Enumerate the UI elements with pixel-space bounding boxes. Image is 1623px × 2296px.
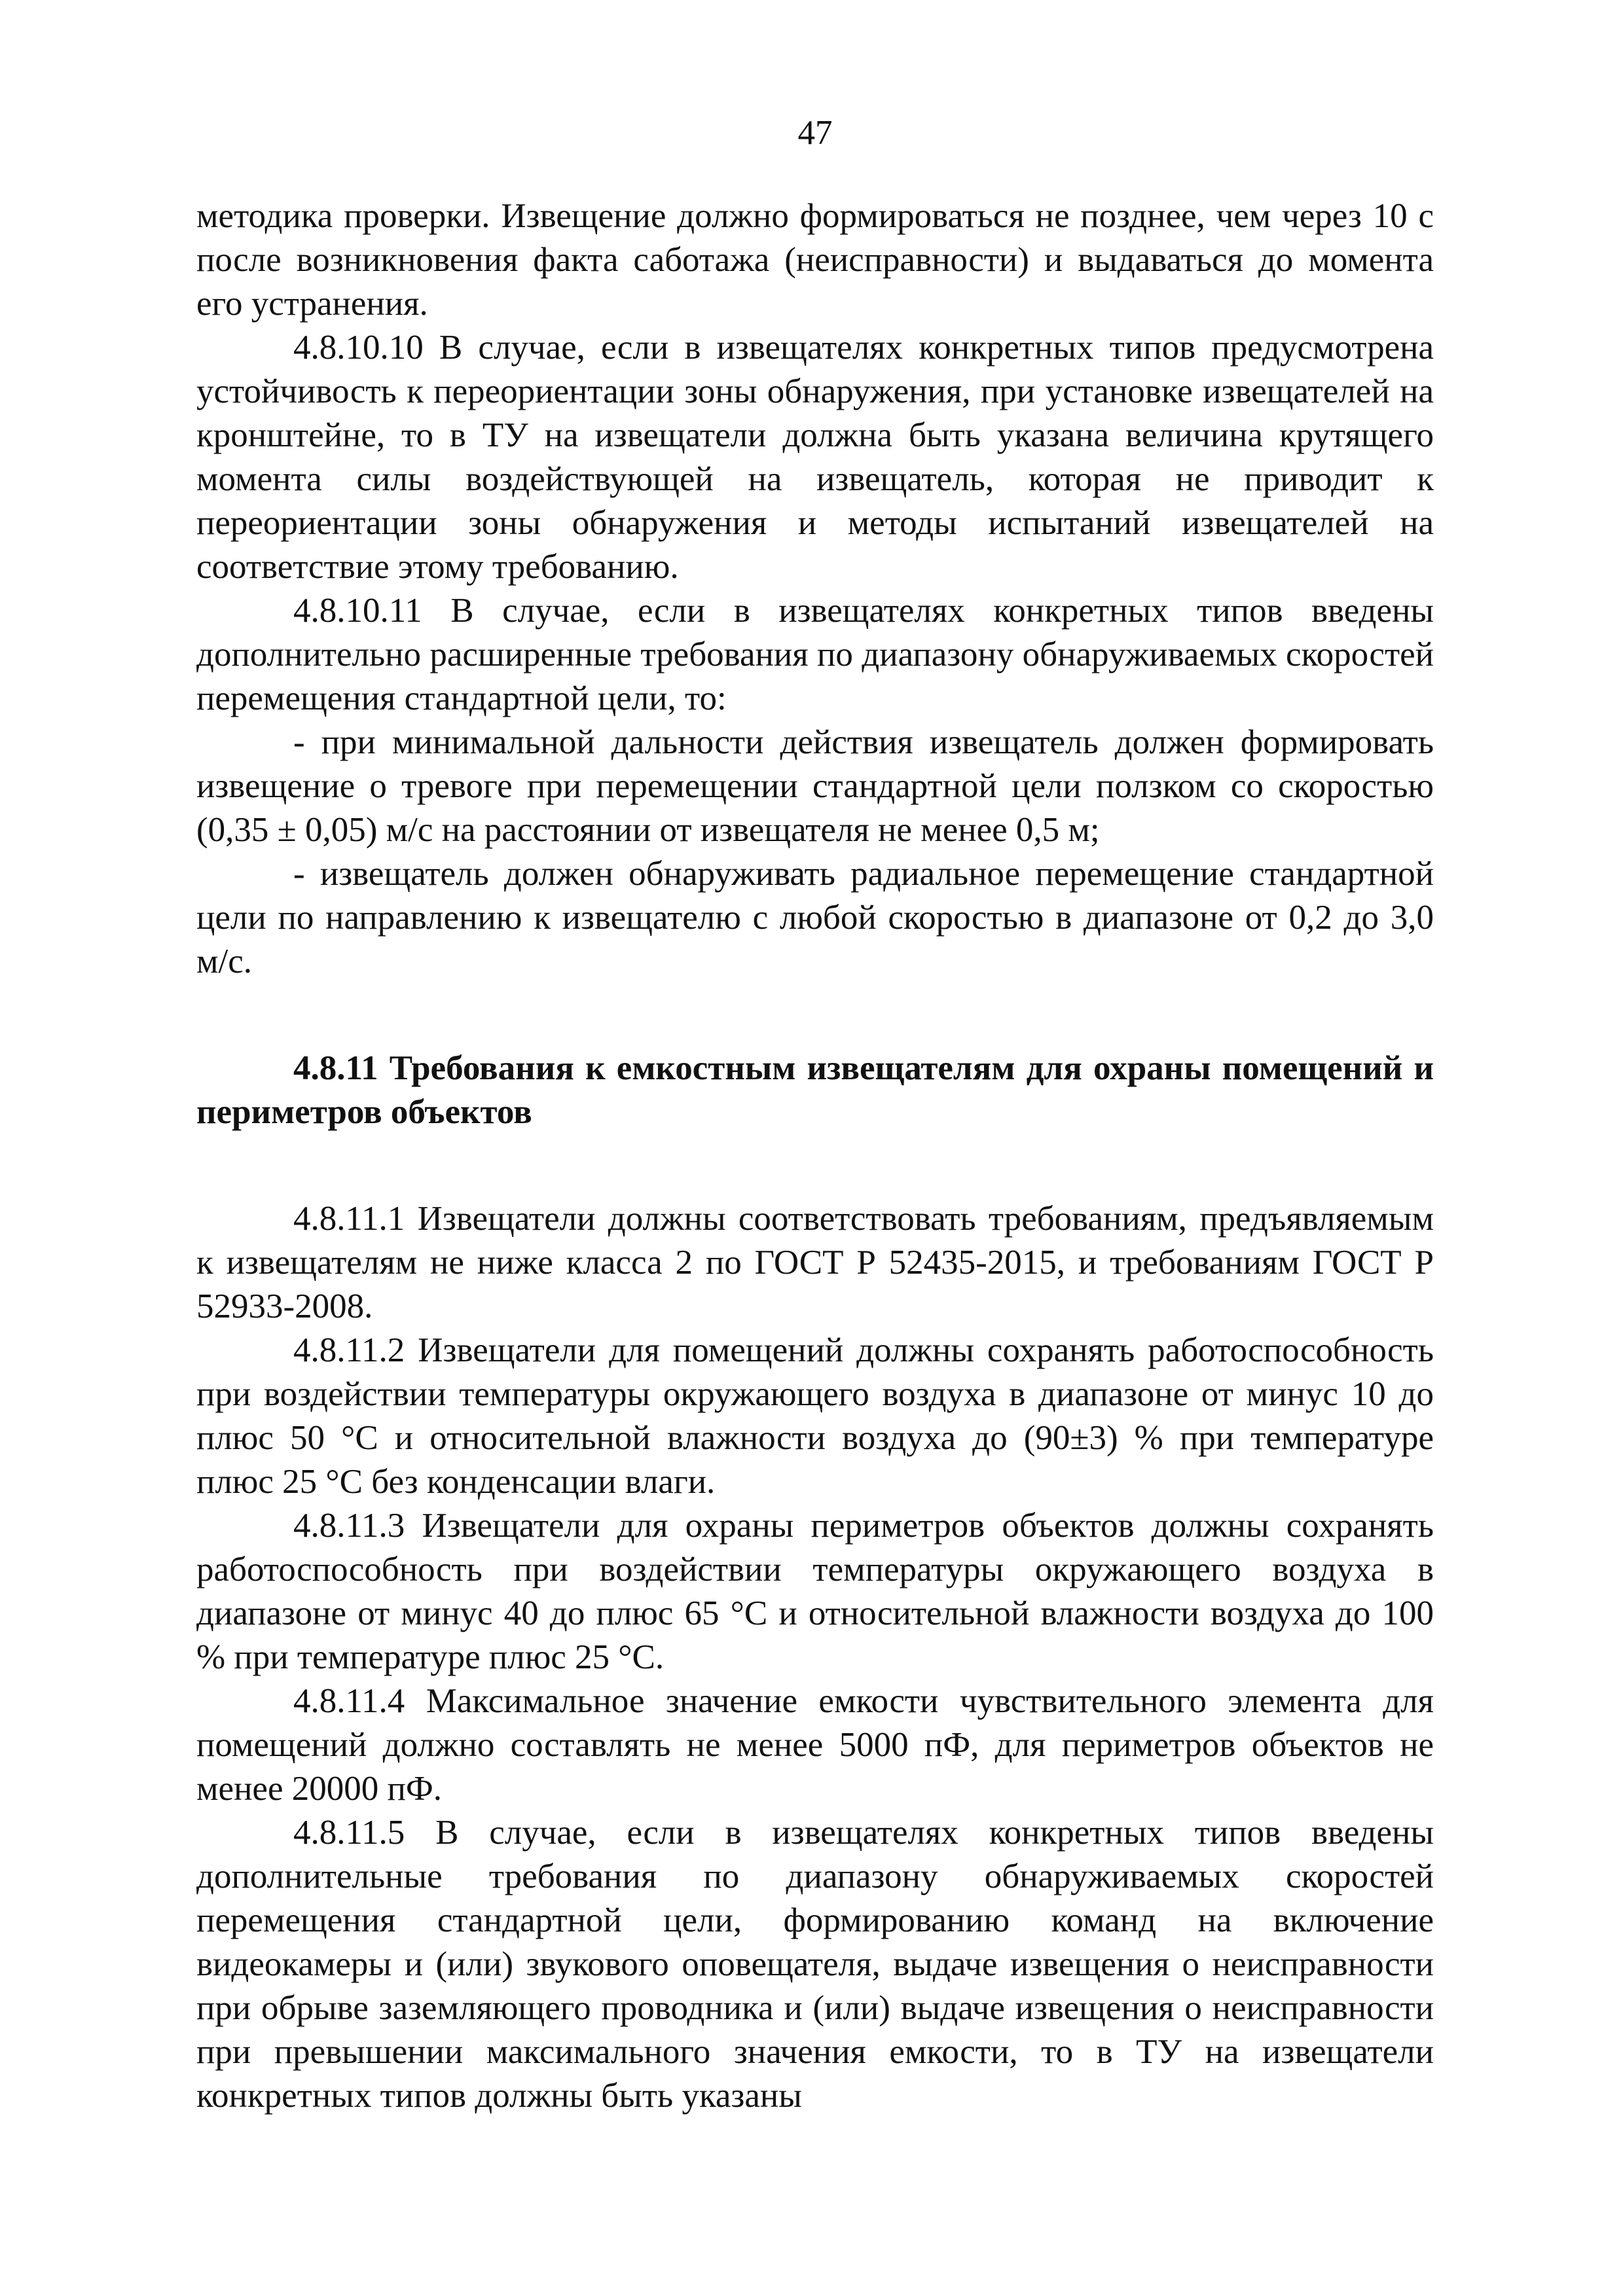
document-page bbox=[196, 111, 1434, 2118]
list-item-min-range: - при минимальной дальности действия извещатель должен формировать извещение о тревоге при перемещении стандартной цели ползком со скоростью (0,35 ± 0,05) м/с на расстоянии от извещателя не менее 0,5 м; bbox=[196, 723, 1434, 849]
paragraph-4-8-10-11: 4.8.10.11 В случае, если в извещателях конкретных типов введены дополнительно расширенные требования по диапазону обнаруживаемых скоростей перемещения стандартной цели, то: bbox=[196, 592, 1434, 717]
paragraph-4-8-11-5: 4.8.11.5 В случае, если в извещателях конкретных типов введены дополнительные требования по диапазону обнаруживаемых скоростей перемещения стандартной цели, формированию команд на включение видеокамеры и (или) звукового оповещателя, выдаче извещения о неисправности при обрыве заземляющего проводника и (или) выдаче извещения о неисправности при превышении максимального значения емкости, то в ТУ на извещатели конкретных типов должны быть указаны bbox=[196, 1814, 1434, 2115]
paragraph-4-8-10-10: 4.8.10.10 В случае, если в извещателях конкретных типов предусмотрена устойчивость к переориентации зоны обнаружения, при установке извещателей на кронштейне, то в ТУ на извещатели должна быть указана величина крутящего момента силы воздействующей на извещатель, которая не приводит к переориентации зоны обнаружения и методы испытаний извещателей на соответствие этому требованию. bbox=[196, 329, 1434, 586]
paragraph-4-8-11-3: 4.8.11.3 Извещатели для охраны периметров объектов должны сохранять работоспособность при воздействии температуры окружающего воздуха в диапазоне от минус 40 до плюс 65 °С и относительной влажности воздуха до 100 % при температуре плюс 25 °С. bbox=[196, 1507, 1434, 1676]
section-heading-4-8-11: 4.8.11 Требования к емкостным извещателям для охраны помещений и периметров объектов bbox=[196, 1049, 1434, 1131]
page-number: 47 bbox=[797, 114, 833, 152]
paragraph-continuation: методика проверки. Извещение должно формироваться не позднее, чем через 10 с после возникновения факта саботажа (неисправности) и выдаваться до момента его устранения. bbox=[196, 197, 1434, 323]
paragraph-4-8-11-1: 4.8.11.1 Извещатели должны соответствовать требованиям, предъявляемым к извещателям не ниже класса 2 по ГОСТ Р 52435-2015, и требованиям ГОСТ Р 52933-2008. bbox=[196, 1200, 1434, 1325]
list-item-radial-motion: - извещатель должен обнаруживать радиальное перемещение стандартной цели по направлению к извещателю с любой скоростью в диапазоне от 0,2 до 3,0 м/с. bbox=[196, 855, 1434, 980]
paragraph-4-8-11-2: 4.8.11.2 Извещатели для помещений должны сохранять работоспособность при воздействии температуры окружающего воздуха в диапазоне от минус 10 до плюс 50 °С и относительной влажности воздуха до (90±3) % при температуре плюс 25 °С без конденсации влаги. bbox=[196, 1331, 1434, 1501]
paragraph-4-8-11-4: 4.8.11.4 Максимальное значение емкости чувствительного элемента для помещений должно составлять не менее 5000 пФ, для периметров объектов не менее 20000 пФ. bbox=[196, 1682, 1434, 1808]
